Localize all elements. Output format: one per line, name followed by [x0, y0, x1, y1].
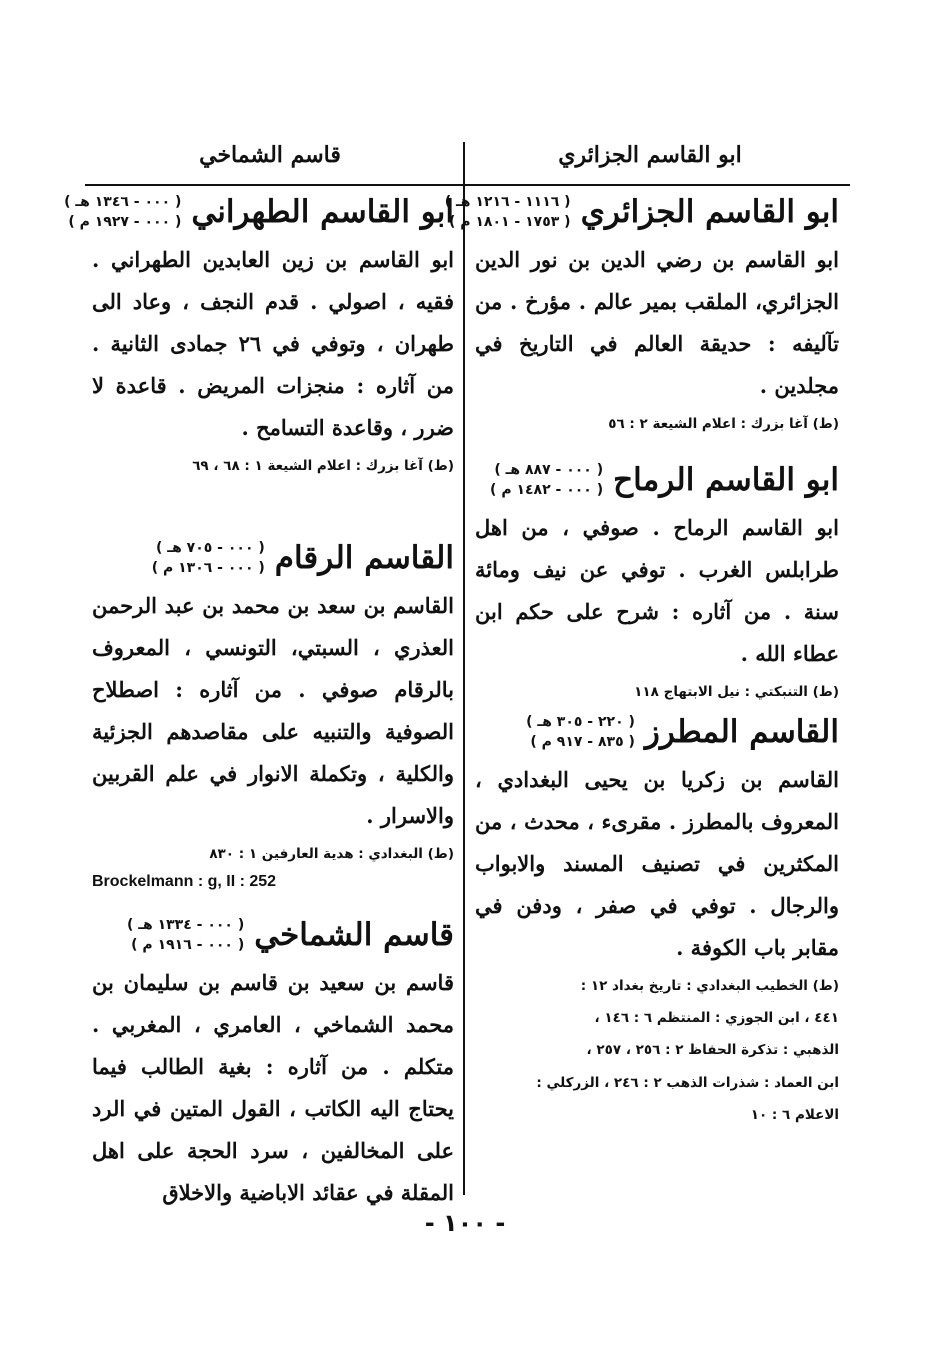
dates-hijri: ( ٠٠٠ - ٨٨٧ هـ ) — [494, 462, 604, 478]
running-head-left: قاسم الشماخي — [199, 142, 341, 168]
entry-heading — [64, 192, 454, 233]
dates-gregorian: ( ١٧٥٣ - ١٨٠١ م ) — [448, 214, 571, 231]
dates-hijri: ( ١١١٦ - ١٢١٦ هـ ) — [444, 194, 571, 210]
entry-heading — [92, 915, 454, 956]
entry-source-line: ابن العماد : شذرات الذهب ٢ : ٢٤٦ ، الزركلي : — [536, 1074, 839, 1091]
entry-source-line: (ط) الخطيب البغدادي : تاريخ بغداد ١٢ : — [580, 977, 839, 994]
dates-gregorian: ( ٠٠٠ - ١٩١٦ م ) — [131, 937, 245, 954]
entry-dates — [152, 538, 265, 579]
entry-source-line: ٤٤١ ، ابن الجوزي : المنتظم ٦ : ١٤٦ ، — [594, 1009, 839, 1026]
entry-abu-al-qasim-al-tihrani — [64, 192, 454, 481]
entry-dates — [445, 192, 571, 233]
entry-name: ابو القاسم الجزائري — [580, 194, 839, 231]
dates-gregorian: ( ٠٠٠ - ١٤٨٢ م ) — [490, 482, 604, 499]
page-number: - ١٠٠ - — [424, 1209, 506, 1237]
dates-hijri: ( ٢٢٠ - ٣٠٥ هـ ) — [526, 714, 635, 730]
dates-gregorian: ( ٠٠٠ - ١٣٠٦ م ) — [151, 560, 265, 577]
entry-qasim-al-shammakhi — [92, 915, 454, 1214]
entry-source: (ط) البغدادي : هدية العارفين ١ : ٨٣٠ — [209, 845, 454, 862]
entry-name: ابو القاسم الطهراني — [191, 194, 454, 231]
entry-body: القاسم بن زكريا بن يحيى البغدادي ، المعروف بالمطرز . مقرىء ، محدث ، من المكثرين في تصنيف المسند والابواب والرجال . توفي في صفر ، ودفن في مقابر باب الكوفة . — [475, 766, 839, 960]
entry-source: (ط) التنبكتي : نيل الابتهاج ١١٨ — [634, 683, 839, 700]
dates-gregorian: ( ٨٣٥ - ٩١٧ م ) — [530, 734, 635, 751]
entry-name: القاسم المطرز — [644, 714, 839, 751]
entry-heading — [444, 192, 839, 233]
entry-body: ابو القاسم الرماح . صوفي ، من اهل طرابلس الغرب . توفي عن نيف ومائة سنة . من آثاره : شرح على حكم ابن عطاء الله . — [475, 514, 839, 666]
entry-dates — [526, 712, 635, 753]
entry-source-latin: Brockelmann : g, II : 252 — [92, 872, 277, 890]
entry-name: القاسم الرقام — [274, 540, 454, 577]
header-rule — [85, 184, 850, 186]
entry-source-line: الذهبي : تذكرة الحفاظ ٢ : ٢٥٦ ، ٢٥٧ ، — [586, 1042, 839, 1059]
column-divider — [463, 142, 465, 1195]
running-head-right: ابو القاسم الجزائري — [558, 142, 742, 168]
entry-body: القاسم بن سعد بن محمد بن عبد الرحمن العذري ، السبتي، التونسي ، المعروف بالرقام صوفي . من آثاره : اصطلاح الصوفية والتنبيه على مقاصدهم الجزئية والكلية ، وتكملة الانوار في علم القربين والاسرار . — [92, 592, 454, 828]
entry-name: قاسم الشماخي — [254, 917, 454, 954]
entry-al-qasim-al-mutarriz — [475, 712, 839, 1130]
entry-source: (ط) آغا بزرك : اعلام الشيعة ١ : ٦٨ ، ٦٩ — [192, 457, 454, 474]
entry-heading — [475, 712, 839, 753]
entry-heading — [475, 460, 839, 501]
entry-abu-al-qasim-al-rammah — [475, 460, 839, 707]
dates-hijri: ( ٠٠٠ - ٧٠٥ هـ ) — [156, 540, 265, 556]
entry-dates — [64, 192, 181, 233]
entry-dates — [490, 460, 603, 501]
dates-gregorian: ( ٠٠٠ - ١٩٢٧ م ) — [68, 214, 182, 231]
entry-source: (ط) آغا بزرك : اعلام الشيعة ٢ : ٥٦ — [608, 415, 839, 432]
entry-name: ابو القاسم الرماح — [613, 462, 839, 499]
entry-body: ابو القاسم بن زين العابدين الطهراني . فقيه ، اصولي . قدم النجف ، وعاد الى طهران ، وتوفي في ٢٦ جمادى الثانية . من آثاره : منجزات المريض . قاعدة لا ضرر ، وقاعدة التسامح . — [92, 246, 454, 440]
entry-heading — [92, 538, 454, 579]
entry-abu-al-qasim-al-jazairi — [444, 192, 839, 439]
entry-source-line: الاعلام ٦ : ١٠ — [750, 1107, 839, 1124]
entry-al-qasim-al-raqqam — [92, 538, 454, 891]
entry-body: ابو القاسم بن رضي الدين بن نور الدين الجزائري، الملقب بمير عالم . مؤرخ . من تآليفه : حديقة العالم في التاريخ في مجلدين . — [475, 246, 839, 398]
entry-body: قاسم بن سعيد بن قاسم بن سليمان بن محمد الشماخي ، العامري ، المغربي . متكلم . من آثاره : بغية الطالب فيما يحتاج اليه الكاتب ، القول المتين في الرد على المخالفين ، سرد الحجة على اهل المقلة في عقائد الاباضية والاخلاق — [92, 969, 454, 1205]
entry-dates — [127, 915, 244, 956]
dates-hijri: ( ٠٠٠ - ١٣٣٤ هـ ) — [126, 917, 245, 933]
dates-hijri: ( ٠٠٠ - ١٣٤٦ هـ ) — [64, 194, 182, 210]
